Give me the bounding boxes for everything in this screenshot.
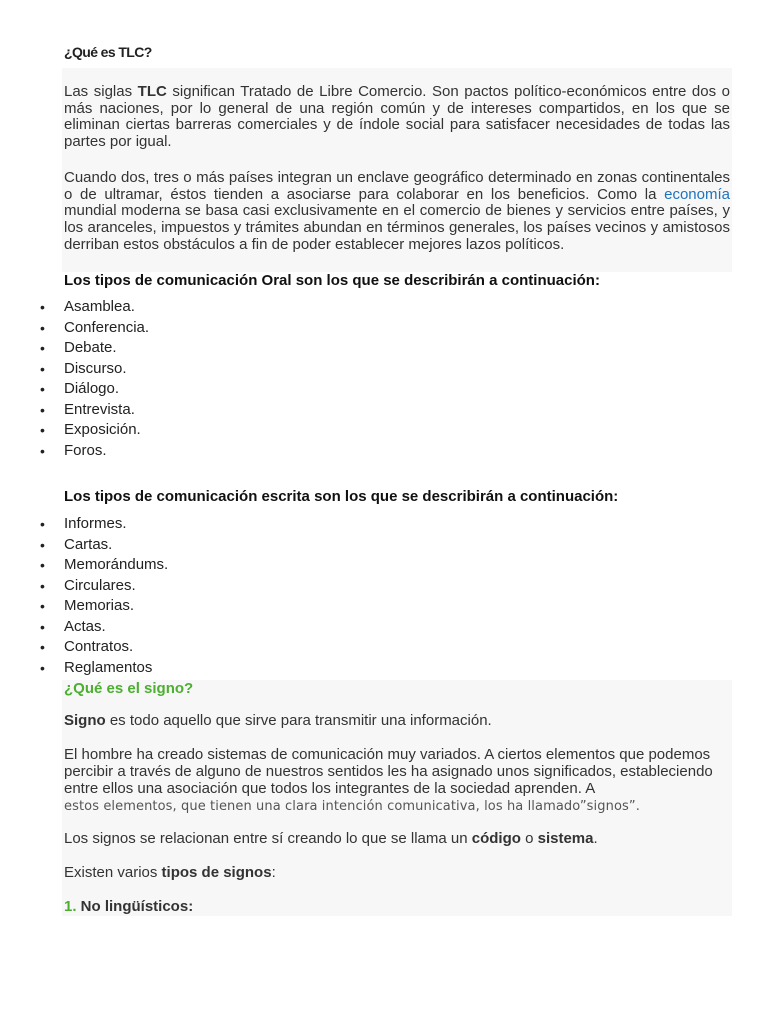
list-item-label: Contratos. xyxy=(64,638,134,655)
bullet-icon: • xyxy=(40,557,45,573)
list-item xyxy=(38,359,149,380)
heading-number: 1. xyxy=(64,898,77,915)
tlc-p1-text: Las siglas xyxy=(64,83,138,100)
no-linguisticos-heading xyxy=(64,898,728,915)
tlc-paragraph-1 xyxy=(64,84,730,151)
list-item-label: Asamblea. xyxy=(64,298,135,315)
tlc-p1-text-rest: significan Tratado de Libre Comercio. Son pactos político-económicos entre dos o más naciones, por lo general de una región común y de intereses compartidos, en los que se eliminan ciertas barreras comerciales y de índole social para satisfacer necesidades de todas las partes por igual. xyxy=(64,83,730,151)
tlc-p2-text-rest: mundial moderna se basa casi exclusivamente en el comercio de bienes y servicios entre países, y los aranceles, impuestos y trámites abundan en términos generales, los países vecinos y amistosos derriban estos obstáculos a fin de poder establecer mejores lazos políticos. xyxy=(64,202,730,253)
bullet-icon: • xyxy=(40,442,45,459)
list-item-label: Entrevista. xyxy=(64,400,135,418)
list-item-label: Actas. xyxy=(64,617,106,635)
list-item-label: Informes. xyxy=(64,515,127,532)
bullet-icon: • xyxy=(40,516,45,532)
list-item-label: Memorándums. xyxy=(64,556,169,573)
list-item xyxy=(38,297,149,318)
bullet-icon: • xyxy=(40,340,45,356)
list-item-label: Conferencia. xyxy=(64,318,150,336)
list-item xyxy=(38,637,168,658)
list-item xyxy=(38,441,149,462)
list-item xyxy=(38,379,149,400)
tlc-title: ¿Qué es TLC? xyxy=(64,44,152,60)
tlc-paragraph-2 xyxy=(64,170,730,254)
codigo-term: código xyxy=(471,830,521,847)
bullet-icon: • xyxy=(40,618,45,635)
list-item xyxy=(38,576,168,597)
tipos-de-signos-term: tipos de signos xyxy=(161,864,272,881)
signo-paragraph-4 xyxy=(64,864,728,881)
signo-p3-period: . xyxy=(593,830,598,847)
list-item-label: Circulares. xyxy=(64,576,136,594)
list-item xyxy=(38,555,168,576)
list-item xyxy=(38,338,149,359)
tlc-p2-text: Cuando dos, tres o más países integran un enclave geográfico determinado en zonas continentales o de ultramar, éstos tienden a asociarse para colaborar en los beneficios. Como la xyxy=(64,169,730,203)
bullet-icon: • xyxy=(40,422,45,438)
signo-p4-text: Existen varios xyxy=(64,864,162,881)
signo-paragraph-1 xyxy=(64,712,728,729)
escrita-list xyxy=(38,514,168,678)
bullet-icon: • xyxy=(40,381,45,397)
bullet-icon: • xyxy=(40,360,45,377)
tlc-abbrev: TLC xyxy=(137,83,167,100)
bullet-icon: • xyxy=(40,577,45,594)
list-item-label: Reglamentos xyxy=(64,658,153,676)
signo-term: Signo xyxy=(64,712,106,729)
bullet-icon: • xyxy=(40,659,45,676)
economia-link[interactable]: economía xyxy=(664,185,730,203)
bullet-icon: • xyxy=(40,598,45,614)
oral-heading: Los tipos de comunicación Oral son los que se describirán a continuación: xyxy=(64,272,600,289)
list-item xyxy=(38,318,149,339)
list-item-label: Debate. xyxy=(64,339,117,356)
signo-p1-text: es todo aquello que sirve para transmitir una información. xyxy=(105,712,492,729)
signo-paragraph-3 xyxy=(64,830,728,847)
list-item xyxy=(38,617,168,638)
signo-title: ¿Qué es el signo? xyxy=(64,680,194,697)
bullet-icon: • xyxy=(40,536,45,553)
list-item-label: Cartas. xyxy=(64,535,113,553)
signo-p2-text-alt: estos elementos, que tienen una clara intención comunicativa, los ha llamado”signos”. xyxy=(64,799,640,814)
sistema-term: sistema xyxy=(537,830,594,847)
list-item-label: Memorias. xyxy=(64,597,135,614)
list-item-label: Discurso. xyxy=(64,359,127,377)
oral-list xyxy=(38,297,149,461)
bullet-icon: • xyxy=(40,319,45,336)
bullet-icon: • xyxy=(40,299,45,315)
list-item-label: Exposición. xyxy=(64,421,141,438)
signo-p4-colon: : xyxy=(271,864,276,881)
bullet-icon: • xyxy=(40,639,45,655)
list-item xyxy=(38,514,168,535)
escrita-heading: Los tipos de comunicación escrita son los que se describirán a continuación: xyxy=(64,488,619,505)
signo-section xyxy=(62,680,732,916)
signo-p3-text: Los signos se relacionan entre sí creando lo que se llama un xyxy=(64,830,472,847)
heading-text: No lingüísticos: xyxy=(76,898,194,915)
signo-p2-text: El hombre ha creado sistemas de comunicación muy variados. A ciertos elementos que podemos percibir a través de alguno de nuestros sentidos les ha asignado unos significados, estableciendo entre ellos una asociación que todos los integrantes de la sociedad aprenden. A xyxy=(64,746,713,797)
list-item-label: Foros. xyxy=(64,441,107,459)
list-item xyxy=(38,420,149,441)
tlc-section xyxy=(62,68,732,272)
list-item xyxy=(38,400,149,421)
signo-p3-connector: o xyxy=(520,830,538,847)
list-item xyxy=(38,596,168,617)
bullet-icon: • xyxy=(40,401,45,418)
list-item xyxy=(38,535,168,556)
list-item xyxy=(38,658,168,679)
list-item-label: Diálogo. xyxy=(64,380,120,397)
signo-paragraph-2 xyxy=(64,746,728,815)
